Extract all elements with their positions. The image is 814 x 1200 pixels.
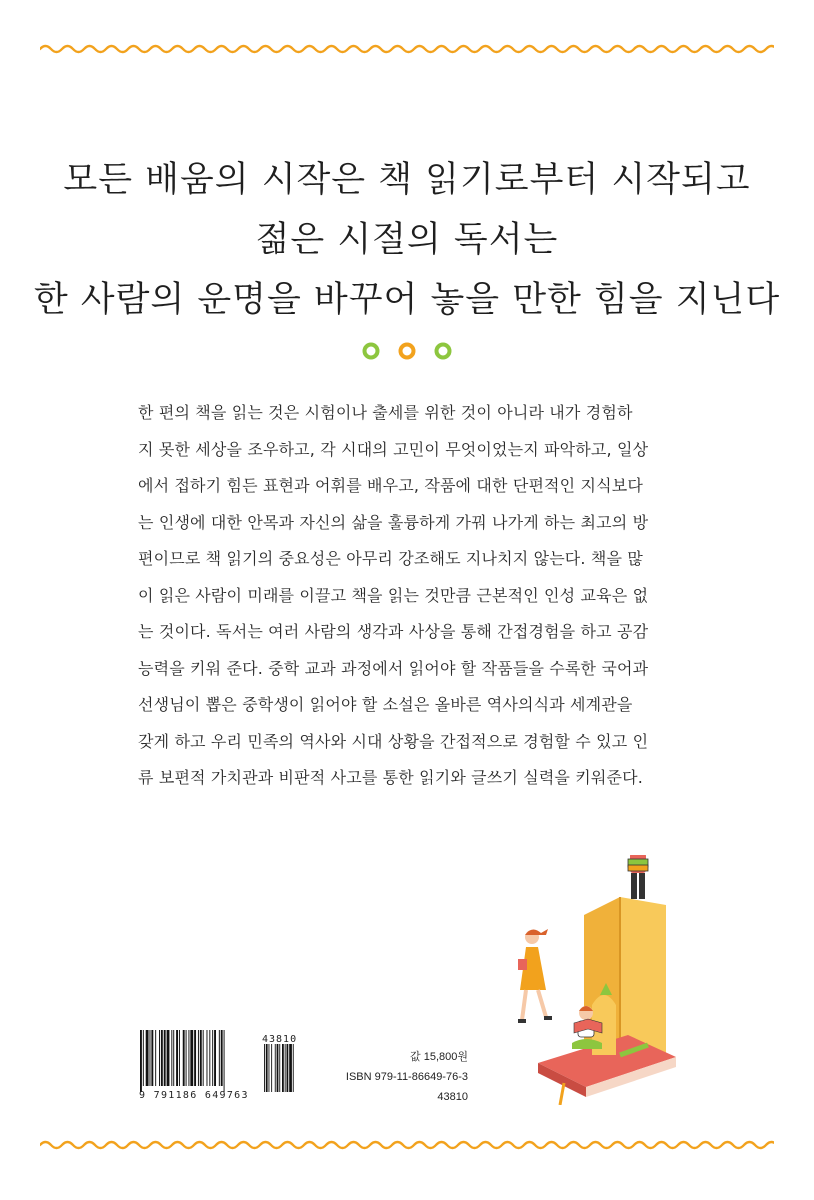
barcode-bars-main	[140, 1030, 225, 1092]
dot-green-right	[437, 345, 450, 358]
barcode-bar	[214, 1030, 216, 1086]
headline-line-2: 젊은 시절의 독서는	[255, 220, 559, 260]
bottom-wave-border	[40, 1138, 774, 1152]
body-line: 류 보편적 가치관과 비판적 사고를 통한 읽기와 글쓰기 실력을 키워준다.	[138, 768, 643, 787]
barcode-addon-bar	[282, 1044, 284, 1092]
barcode-addon-bar	[277, 1044, 279, 1092]
barcode-bar	[200, 1030, 202, 1086]
barcode-bar	[150, 1030, 151, 1086]
headline-line-3: 한 사람의 운명을 바꾸어 놓을 만한 힘을 지닌다	[33, 280, 781, 320]
headline-line-1: 모든 배움의 시작은 책 읽기로부터 시작되고	[63, 160, 751, 200]
barcode-bar	[194, 1030, 196, 1086]
body-line: 는 것이다. 독서는 여러 사람의 생각과 사상을 통해 간접경험을 하고 공감	[138, 622, 649, 641]
boy-standing-icon	[628, 855, 648, 899]
barcode-bar	[143, 1030, 144, 1086]
barcode-addon-bar	[269, 1044, 270, 1092]
headline	[0, 150, 814, 330]
barcode-bar	[171, 1030, 172, 1086]
barcode-addon-bar	[287, 1044, 289, 1092]
body-line: 한 편의 책을 읽는 것은 시험이나 출세를 위한 것이 아니라 내가 경험하	[138, 403, 633, 422]
barcode-bar	[203, 1030, 204, 1086]
body-line: 이 읽은 사람이 미래를 이끌고 책을 읽는 것만큼 근본적인 인성 교육은 없	[138, 585, 649, 605]
barcode-addon-bar	[293, 1044, 294, 1092]
barcode-addon-bar	[275, 1044, 276, 1092]
barcode-bar	[140, 1030, 142, 1092]
barcode-bar	[209, 1030, 210, 1086]
dot-orange-middle	[401, 345, 414, 358]
barcode-bar	[173, 1030, 174, 1086]
barcode-addon-digits: 43810	[262, 1034, 298, 1045]
barcode-bar	[155, 1030, 156, 1086]
price-block	[318, 1047, 468, 1107]
barcode-bar	[188, 1030, 189, 1086]
price-label: 값 15,800원	[410, 1051, 468, 1063]
barcode-bar	[167, 1030, 170, 1086]
body-line: 지 못한 세상을 조우하고, 각 시대의 고민이 무엇이었는지 파악하고, 일상	[138, 439, 649, 459]
barcode-bar	[151, 1030, 153, 1086]
barcode-bar	[198, 1030, 199, 1086]
barcode-bar	[176, 1030, 178, 1086]
barcode-bar	[179, 1030, 180, 1086]
barcode-bars-addon	[264, 1044, 294, 1092]
top-wave-border	[40, 42, 774, 56]
decorative-dots	[362, 342, 452, 360]
body-line: 능력을 키워 준다. 중학 교과 과정에서 읽어야 할 작품들을 수록한 국어과	[138, 658, 649, 678]
barcode-bar	[219, 1030, 220, 1086]
body-line: 갖게 하고 우리 민족의 역사와 시대 상황을 간접적으로 경험할 수 있고 인	[138, 731, 649, 751]
barcode-bar	[207, 1030, 208, 1086]
barcode-bar	[186, 1030, 187, 1086]
barcode-bar	[164, 1030, 166, 1086]
barcode-addon-bar	[264, 1044, 265, 1092]
barcode-bar	[159, 1030, 160, 1086]
barcode-bar	[190, 1030, 193, 1086]
barcode-bar	[161, 1030, 163, 1086]
barcode-addon-bar	[279, 1044, 280, 1092]
barcode-bar	[212, 1030, 213, 1086]
barcode-addon-bar	[266, 1044, 268, 1092]
barcode-bar	[224, 1030, 225, 1092]
body-line: 는 인생에 대한 안목과 자신의 삶을 훌륭하게 가꿔 나가게 하는 최고의 방	[138, 512, 649, 532]
girl-walking-icon	[518, 929, 552, 1021]
barcode-bar	[146, 1030, 149, 1086]
barcode-digits: 9 791186 649763	[139, 1090, 249, 1101]
body-line: 에서 접하기 힘든 표현과 어휘를 배우고, 작품에 대한 단편적인 지식보다	[138, 476, 643, 495]
barcode-addon-bar	[285, 1044, 286, 1092]
barcode-addon-bar	[289, 1044, 292, 1092]
body-line: 선생님이 뽑은 중학생이 읽어야 할 소설은 올바른 역사의식과 세계관을	[138, 695, 633, 714]
body-line: 편이므로 책 읽기의 중요성은 아무리 강조해도 지나치지 않는다. 책을 많	[138, 549, 643, 568]
isbn-label: ISBN 979-11-86649-76-3 43810	[345, 1071, 468, 1103]
dot-green-left	[365, 345, 378, 358]
barcode-bar	[183, 1030, 185, 1086]
barcode-addon-bar	[271, 1044, 272, 1092]
reading-children-illustration	[508, 855, 688, 1105]
barcode-bar	[221, 1030, 223, 1086]
body-paragraph	[138, 395, 683, 797]
